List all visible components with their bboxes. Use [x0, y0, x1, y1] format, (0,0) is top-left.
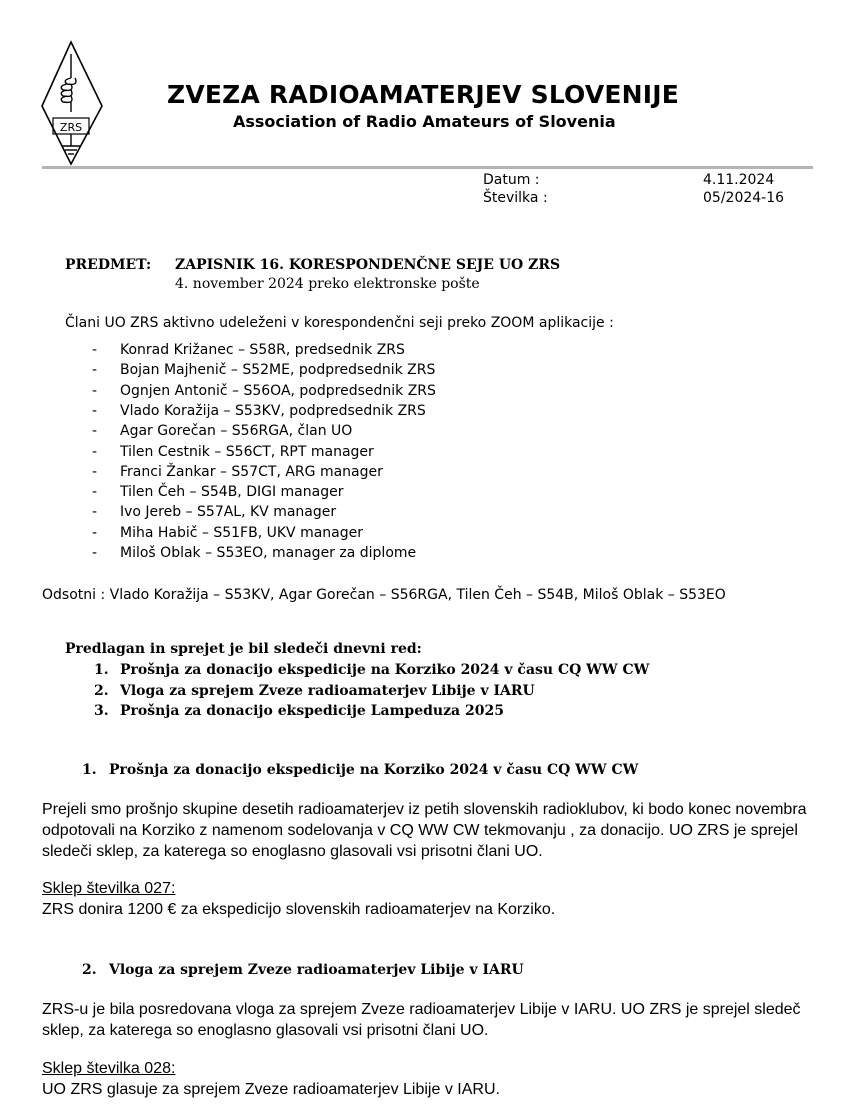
attendee-bullet: - — [92, 443, 98, 460]
agenda-item-number: 3. — [94, 703, 109, 719]
section1-body: Prejeli smo prošnjo skupine desetih radioamaterjev iz petih slovenskih radioklubov, ki bodo konec novembra odpotovali na Korziko z namenom sodelovanja v CQ WW CW tekmovanju , za donacijo. UO ZRS je sprejel sledeči sklep, za katerega so enoglasno glasovali vsi prisotni člani UO. — [42, 801, 807, 860]
org-name: ZVEZA RADIOAMATERJEV SLOVENIJE — [167, 80, 680, 109]
attendee-item: Franci Žankar – S57CT, ARG manager — [120, 463, 383, 480]
section1-sklep-label: Sklep številka 027: — [42, 880, 176, 897]
attendee-bullet: - — [92, 402, 98, 419]
date-label: Datum : — [483, 172, 540, 188]
section1-sklep-text: ZRS donira 1200 € za ekspedicijo slovenskih radioamaterjev na Korziko. — [42, 901, 556, 918]
section2-sklep-label: Sklep številka 028: — [42, 1060, 176, 1077]
attendee-bullet: - — [92, 362, 98, 379]
attendees-intro: Člani UO ZRS aktivno udeleženi v korespondenčni seji preko ZOOM aplikacije : — [65, 315, 614, 331]
attendee-item: Ognjen Antonič – S56OA, podpredsednik ZRS — [120, 382, 436, 399]
logo-text: ZRS — [59, 121, 83, 134]
attendee-item: Miloš Oblak – S53EO, manager za diplome — [120, 545, 417, 561]
subject-title: ZAPISNIK 16. KORESPONDENČNE SEJE UO ZRS — [175, 257, 561, 273]
attendee-item: Ivo Jereb – S57AL, KV manager — [120, 504, 337, 521]
attendee-bullet: - — [92, 342, 98, 358]
section2-number: 2. — [82, 962, 97, 978]
attendee-bullet: - — [92, 484, 98, 501]
subject-subtitle: 4. november 2024 preko elektronske pošte — [175, 276, 480, 292]
org-name-en: Association of Radio Amateurs of Slovenia — [233, 112, 616, 131]
section2-body: ZRS-u je bila posredovana vloga za sprejem Zveze radioamaterjev Libije v IARU. UO ZRS je sprejel sledeč sklep, za katerega so enoglasno glasovali vsi prisotni člani UO. — [42, 1001, 801, 1039]
attendee-item: Miha Habič – S51FB, UKV manager — [120, 524, 363, 541]
section2-heading: Vloga za sprejem Zveze radioamaterjev Libije v IARU — [109, 962, 524, 978]
section1-number: 1. — [82, 762, 97, 778]
attendee-bullet: - — [92, 545, 98, 561]
section1-heading: Prošnja za donacijo ekspedicije na Korziko 2024 v času CQ WW CW — [109, 762, 639, 778]
attendee-bullet: - — [92, 463, 98, 480]
header-divider — [42, 166, 813, 169]
agenda-item: Prošnja za donacijo ekspedicije Lampeduza 2025 — [120, 703, 504, 719]
agenda-item-number: 1. — [94, 662, 109, 678]
subject-label: PREDMET: — [65, 257, 152, 273]
attendee-item: Agar Gorečan – S56RGA, član UO — [120, 423, 353, 440]
number-label: Številka : — [483, 190, 548, 206]
number-value: 05/2024-16 — [703, 190, 785, 206]
section2-sklep-text: UO ZRS glasuje za sprejem Zveze radioamaterjev Libije v IARU. — [42, 1081, 500, 1098]
attendee-bullet: - — [92, 524, 98, 541]
attendee-bullet: - — [92, 504, 98, 521]
attendee-item: Tilen Cestnik – S56CT, RPT manager — [120, 443, 374, 460]
zrs-logo — [40, 40, 104, 166]
attendee-item: Tilen Čeh – S54B, DIGI manager — [120, 484, 344, 501]
attendee-item: Konrad Križanec – S58R, predsednik ZRS — [120, 342, 405, 358]
attendee-bullet: - — [92, 423, 98, 440]
agenda-item-number: 2. — [94, 682, 109, 699]
agenda-intro: Predlagan in sprejet je bil sledeči dnevni red: — [65, 641, 422, 657]
attendee-item: Bojan Majhenič – S52ME, podpredsednik ZRS — [120, 362, 436, 379]
agenda-item: Vloga za sprejem Zveze radioamaterjev Libije v IARU — [120, 682, 535, 699]
attendee-bullet: - — [92, 382, 98, 399]
attendee-item: Vlado Koražija – S53KV, podpredsednik ZRS — [120, 402, 426, 419]
date-value: 4.11.2024 — [703, 172, 775, 188]
agenda-item: Prošnja za donacijo ekspedicije na Korziko 2024 v času CQ WW CW — [120, 662, 650, 678]
absent-members: Odsotni : Vlado Koražija – S53KV, Agar Gorečan – S56RGA, Tilen Čeh – S54B, Miloš Oblak – S53EO — [42, 587, 726, 603]
